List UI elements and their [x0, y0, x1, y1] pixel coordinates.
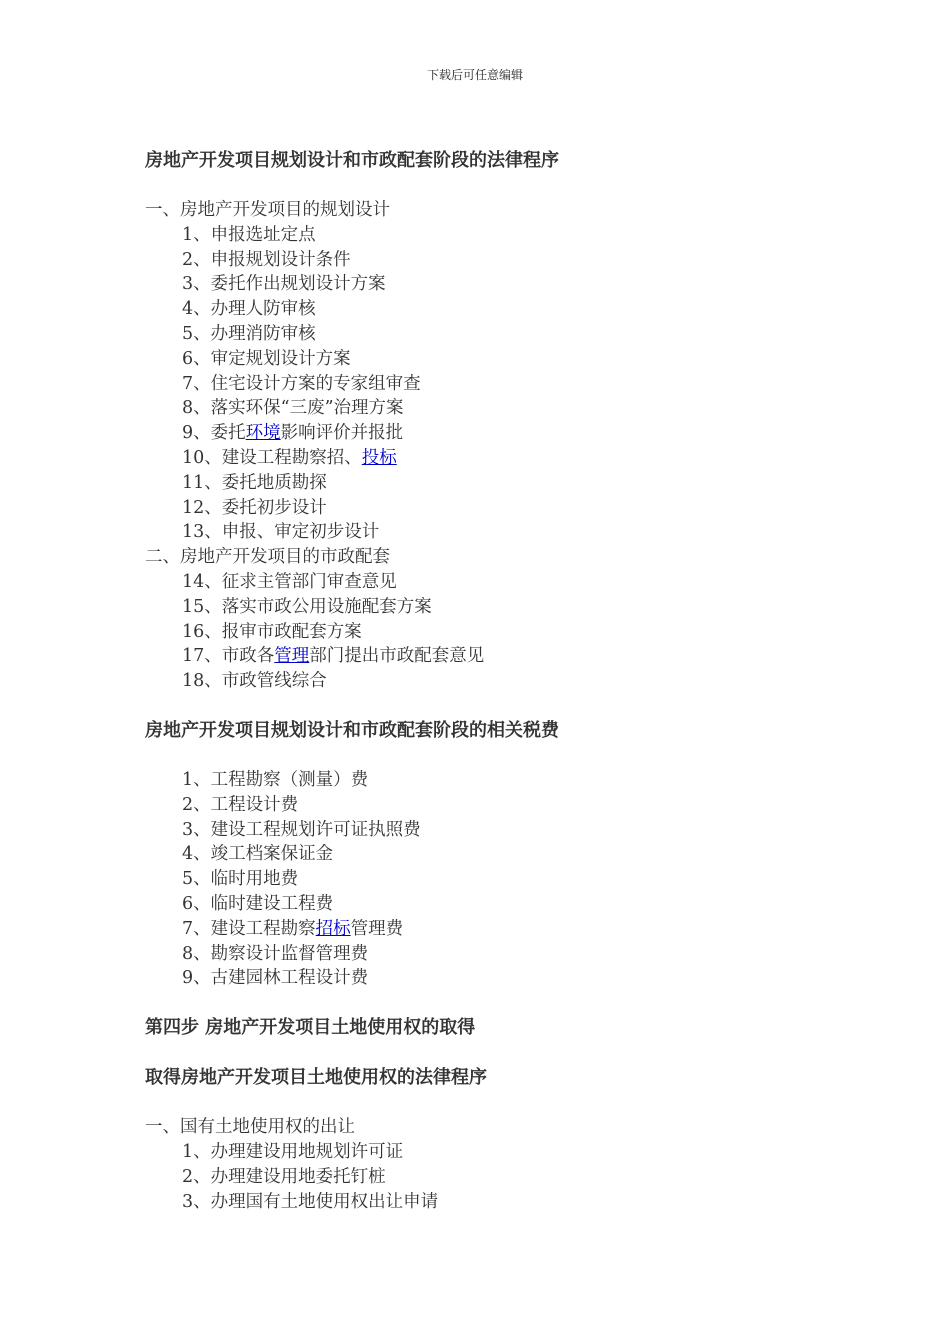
spacer	[145, 744, 905, 768]
list-item	[145, 917, 905, 942]
list-item	[145, 842, 905, 867]
list-item	[145, 570, 905, 595]
spacer	[145, 174, 905, 198]
list-item	[145, 1140, 905, 1165]
list-item	[145, 768, 905, 793]
text-span: 9、古建园林工程设计费	[182, 968, 369, 989]
text-span: 2、办理建设用地委托钉桩	[182, 1166, 386, 1187]
list-group-heading	[145, 198, 905, 223]
text-span: 7、住宅设计方案的专家组审查	[182, 373, 421, 394]
section-heading: 第四步 房地产开发项目土地使用权的取得	[145, 1017, 476, 1039]
document-body	[145, 148, 905, 1214]
list-item	[145, 446, 905, 471]
text-span: 部门提出市政配套意见	[309, 646, 485, 667]
text-span: 3、建设工程规划许可证执照费	[182, 819, 421, 840]
list-item	[145, 892, 905, 917]
list-item	[145, 372, 905, 397]
text-span: 18、市政管线综合	[182, 671, 327, 692]
spacer	[145, 1041, 905, 1065]
text-span: 10、建设工程勘察招、	[182, 447, 362, 468]
text-span: 15、落实市政公用设施配套方案	[182, 596, 432, 617]
list-item	[145, 223, 905, 248]
section-heading: 取得房地产开发项目土地使用权的法律程序	[145, 1067, 487, 1089]
text-span: 1、申报选址定点	[182, 224, 316, 245]
list-item	[145, 966, 905, 991]
text-span: 17、市政各	[182, 646, 275, 667]
text-span: 3、办理国有土地使用权出让申请	[182, 1191, 439, 1212]
page-header: 下载后可任意编辑	[426, 68, 523, 82]
text-span: 1、办理建设用地规划许可证	[182, 1141, 404, 1162]
text-span: 4、办理人防审核	[182, 299, 316, 320]
list-item	[145, 272, 905, 297]
text-span: 一、房地产开发项目的规划设计	[145, 200, 390, 220]
text-span: 4、竣工档案保证金	[182, 844, 334, 865]
spacer	[145, 991, 905, 1015]
list-item	[145, 421, 905, 446]
list-item	[145, 942, 905, 967]
text-span: 3、委托作出规划设计方案	[182, 274, 386, 295]
text-span: 2、申报规划设计条件	[182, 249, 351, 270]
text-span: 8、勘察设计监督管理费	[182, 943, 369, 964]
list-item	[145, 248, 905, 273]
list-item	[145, 620, 905, 645]
list-item	[145, 322, 905, 347]
list-item	[145, 793, 905, 818]
inline-link[interactable]: 环境	[245, 423, 281, 444]
text-span: 6、审定规划设计方案	[182, 348, 351, 369]
list-item	[145, 347, 905, 372]
list-item	[145, 396, 905, 421]
list-group-heading	[145, 1115, 905, 1140]
inline-link[interactable]: 管理	[274, 646, 310, 667]
text-span: 11、委托地质勘探	[182, 472, 327, 493]
list-item	[145, 595, 905, 620]
text-span: 1、工程勘察（测量）费	[182, 769, 369, 790]
text-span: 16、报审市政配套方案	[182, 621, 362, 642]
text-span: 管理费	[350, 918, 404, 939]
spacer	[145, 1091, 905, 1115]
text-span: 二、房地产开发项目的市政配套	[145, 547, 390, 568]
text-span: 一、国有土地使用权的出让	[145, 1117, 355, 1138]
list-item	[145, 1165, 905, 1190]
list-item	[145, 520, 905, 545]
list-item	[145, 818, 905, 843]
spacer	[145, 694, 905, 718]
text-span: 5、办理消防审核	[182, 323, 316, 344]
section-heading: 房地产开发项目规划设计和市政配套阶段的相关税费	[145, 719, 559, 741]
text-span: 5、临时用地费	[182, 869, 299, 890]
list-item	[145, 471, 905, 496]
list-item	[145, 669, 905, 694]
list-item	[145, 1190, 905, 1215]
text-span: 7、建设工程勘察	[182, 918, 316, 939]
list-item	[145, 644, 905, 669]
list-item	[145, 297, 905, 322]
text-span: 6、临时建设工程费	[182, 893, 334, 914]
text-span: 14、征求主管部门审查意见	[182, 571, 397, 592]
section-heading: 房地产开发项目规划设计和市政配套阶段的法律程序	[145, 150, 559, 171]
text-span: 12、委托初步设计	[182, 497, 327, 518]
list-item	[145, 867, 905, 892]
text-span: 8、落实环保“三废”治理方案	[182, 398, 404, 419]
list-item	[145, 496, 905, 521]
text-span: 影响评价并报批	[280, 423, 404, 444]
inline-link[interactable]: 投标	[361, 447, 397, 468]
text-span: 2、工程设计费	[182, 794, 299, 815]
text-span: 13、申报、审定初步设计	[182, 522, 380, 543]
text-span: 9、委托	[182, 423, 246, 444]
list-group-heading	[145, 545, 905, 570]
inline-link[interactable]: 招标	[315, 918, 351, 939]
